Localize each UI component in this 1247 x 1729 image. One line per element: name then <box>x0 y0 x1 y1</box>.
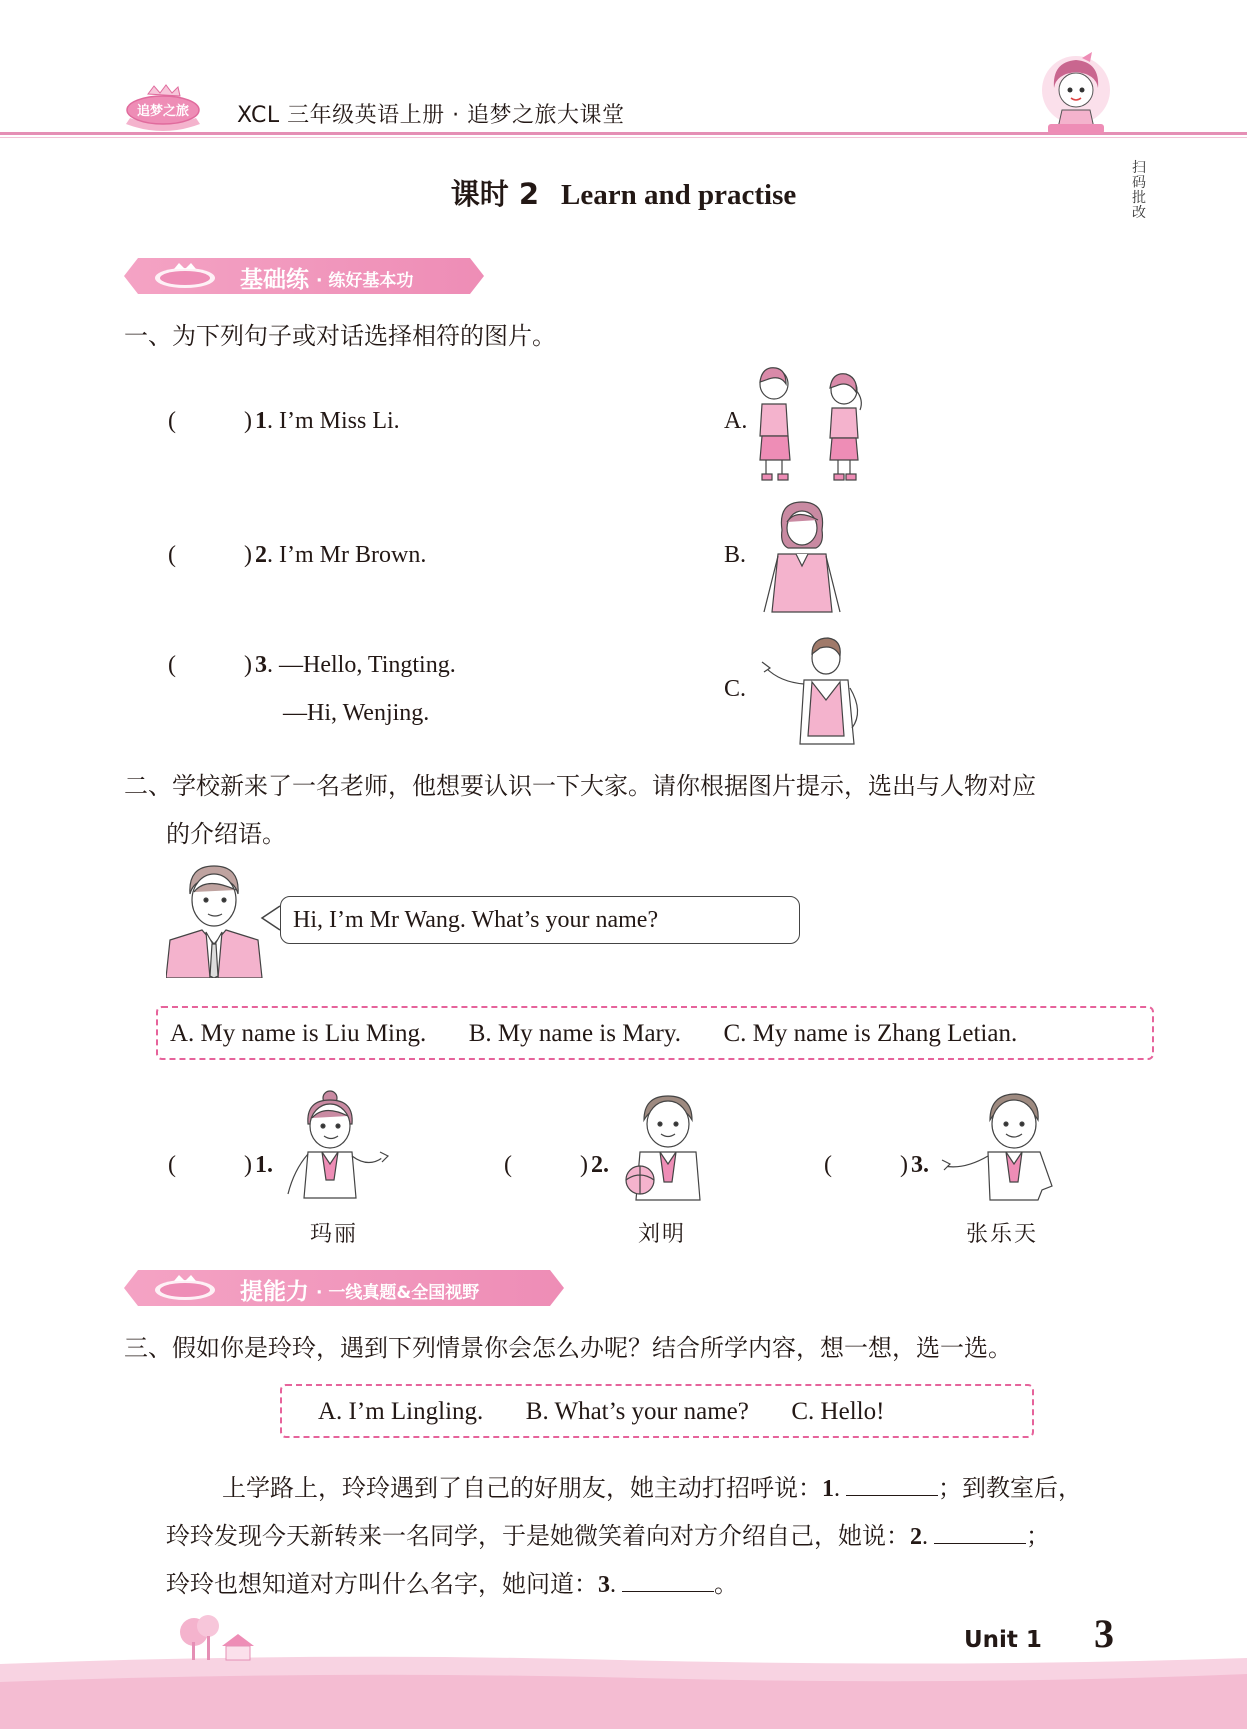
lesson-label: 课时 2 <box>450 177 540 211</box>
q1-item-3: 3. —Hello, Tingting. <box>255 652 456 678</box>
footer-unit-label: Unit 1 <box>964 1627 1042 1653</box>
section-banner-ability <box>124 1270 564 1306</box>
scan-correction-label[interactable]: 扫码批改 <box>1132 160 1146 221</box>
q2-choice-c: C. My name is Zhang Letian. <box>723 1020 1018 1047</box>
q2-choices-box <box>156 1006 1154 1060</box>
section-banner-basic <box>124 258 484 294</box>
q1-title: 一、为下列句子或对话选择相符的图片。 <box>124 322 556 350</box>
banner-emblem-icon <box>150 261 220 291</box>
q3-title: 三、假如你是玲玲，遇到下列情景你会怎么办呢？结合所学内容，想一想，选一选。 <box>124 1334 1012 1362</box>
speech-bubble-tail <box>260 904 282 932</box>
q1-item-1: 1. I’m Miss Li. <box>255 408 400 434</box>
q1-option-a: A. <box>724 408 748 434</box>
q2-name-liu-ming: 刘明 <box>638 1222 687 1247</box>
q1-item-2: 2. I’m Mr Brown. <box>255 542 427 568</box>
q2-name-zhang-letian: 张乐天 <box>966 1222 1039 1247</box>
q3-choices-box <box>280 1384 1034 1438</box>
picture-man-waving <box>760 632 872 750</box>
q1-item-3-line2: —Hi, Wenjing. <box>283 700 430 726</box>
q2-title-line2: 的介绍语。 <box>166 820 286 848</box>
q3-choice-a: A. I’m Lingling. <box>318 1398 484 1425</box>
q2-item-1-num: 1. <box>255 1152 273 1178</box>
q3-choice-b: B. What’s your name? <box>525 1398 749 1425</box>
q2-choice-b: B. My name is Mary. <box>468 1020 681 1047</box>
q2-item-2-num: 2. <box>591 1152 609 1178</box>
picture-woman-teacher <box>756 500 848 616</box>
q2-item-2-answer-box[interactable]: ( ) <box>504 1152 588 1178</box>
q1-item-2-answer-box[interactable]: ( ) <box>168 542 252 568</box>
picture-mr-wang <box>166 864 264 978</box>
q2-choice-a: A. My name is Liu Ming. <box>170 1020 427 1047</box>
banner-sub: · 练好基本功 <box>316 271 414 291</box>
q3-para-line1: 上学路上，玲玲遇到了自己的好朋友，她主动打招呼说：1. ；到教室后， <box>222 1474 1082 1502</box>
q3-blank-1[interactable] <box>846 1473 938 1496</box>
picture-two-girls <box>752 364 872 482</box>
banner-sub: · 一线真题&全国视野 <box>316 1283 480 1303</box>
footer-trees-house-icon <box>176 1612 266 1662</box>
picture-girl-mary <box>284 1090 390 1202</box>
lesson-title <box>0 172 1247 213</box>
q3-blank-3[interactable] <box>622 1569 714 1592</box>
q3-blank-2[interactable] <box>934 1521 1026 1544</box>
banner-main: 提能力 <box>240 1279 309 1305</box>
speech-bubble: Hi, I’m Mr Wang. What’s your name? <box>280 896 800 944</box>
q1-option-c: C. <box>724 676 747 702</box>
picture-boy-liu-ming <box>620 1090 716 1202</box>
banner-emblem-icon <box>150 1273 220 1303</box>
mascot-girl-icon <box>1036 50 1116 136</box>
q3-para-line3: 玲玲也想知道对方叫什么名字，她问道：3. 。 <box>166 1570 738 1598</box>
q1-option-b: B. <box>724 542 747 568</box>
q1-item-3-answer-box[interactable]: ( ) <box>168 652 252 678</box>
header-divider-thin <box>0 137 1247 138</box>
picture-boy-zhang-letian <box>940 1090 1072 1202</box>
q2-item-3-num: 3. <box>911 1152 929 1178</box>
q3-para-line2: 玲玲发现今天新转来一名同学，于是她微笑着向对方介绍自己，她说：2. ； <box>166 1522 1050 1550</box>
q1-item-1-answer-box[interactable]: ( ) <box>168 408 252 434</box>
q2-name-mary: 玛丽 <box>310 1222 359 1247</box>
page-number: 3 <box>1094 1611 1114 1656</box>
logo-emblem <box>118 80 208 136</box>
q3-choice-c: C. Hello! <box>791 1398 885 1425</box>
header-title: XCL 三年级英语上册 · 追梦之旅大课堂 <box>237 103 625 128</box>
q2-title-line1: 二、学校新来了一名老师，他想要认识一下大家。请你根据图片提示，选出与人物对应 <box>124 772 1036 800</box>
banner-main: 基础练 <box>240 267 309 293</box>
q2-item-1-answer-box[interactable]: ( ) <box>168 1152 252 1178</box>
lesson-name: Learn and practise <box>561 179 797 211</box>
q2-item-3-answer-box[interactable]: ( ) <box>824 1152 908 1178</box>
logo-text: 追梦之旅 <box>136 104 190 119</box>
